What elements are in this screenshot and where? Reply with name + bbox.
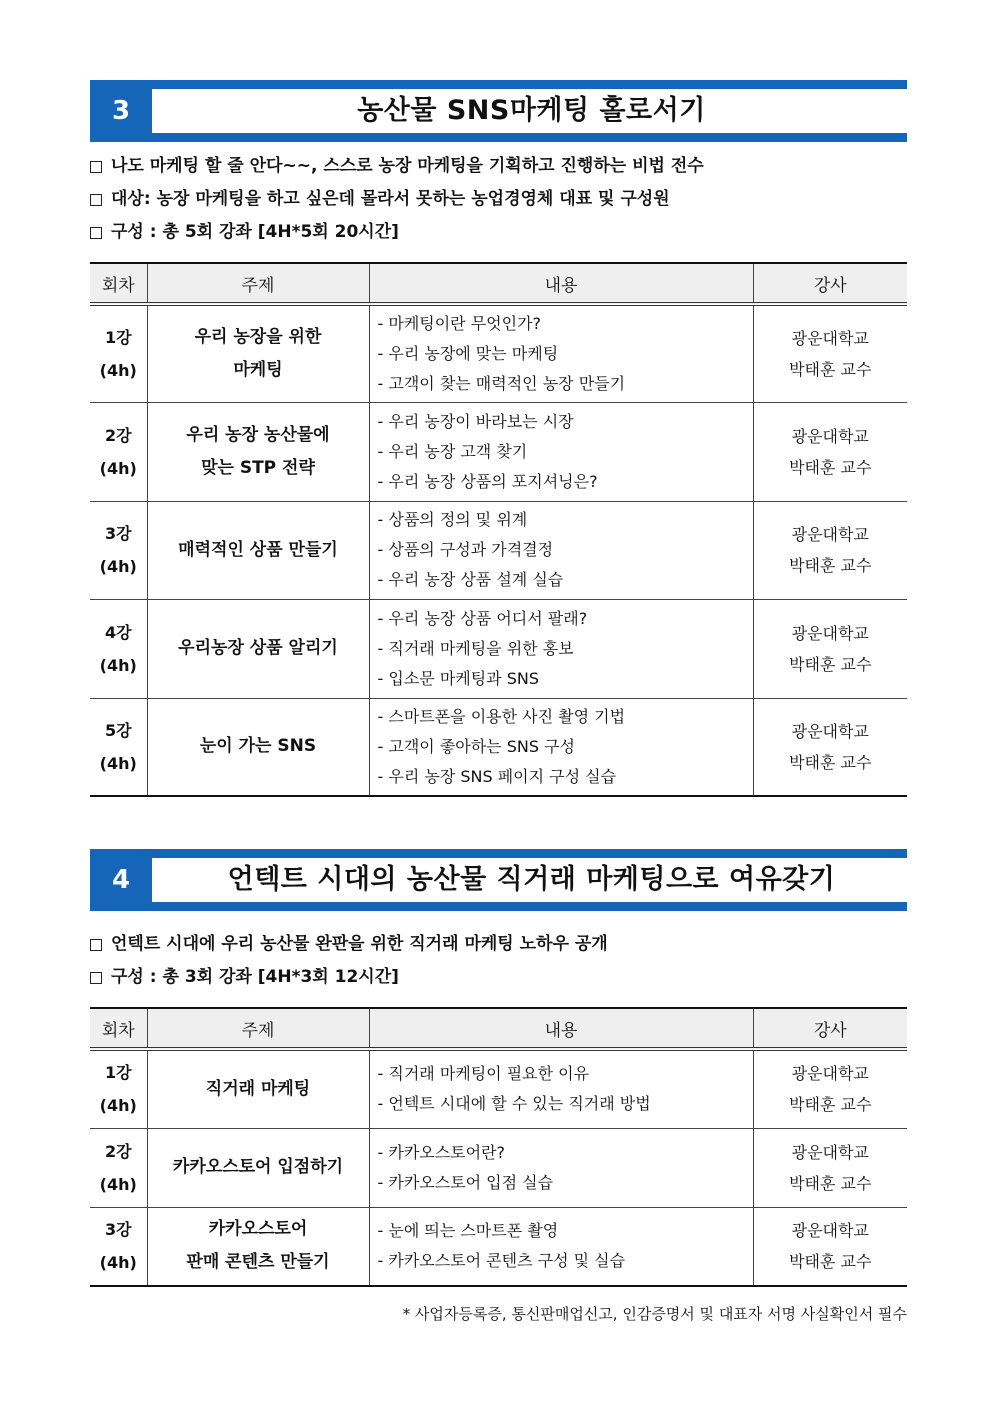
header-content: 내용 bbox=[369, 263, 753, 304]
topic-cell: 우리 농장을 위한 마케팅 bbox=[147, 304, 369, 402]
round-cell: 2강 (4h) bbox=[90, 1128, 147, 1207]
section-3 bbox=[90, 80, 907, 797]
curriculum-table bbox=[90, 1007, 907, 1287]
lecturer-cell: 광운대학교 박태훈 교수 bbox=[753, 1049, 907, 1128]
bullet-item: 나도 마케팅 할 줄 안다~~, 스스로 농장 마케팅을 기획하고 진행하는 비법 전수 bbox=[90, 150, 907, 183]
section-number: 4 bbox=[90, 849, 152, 911]
header-content: 내용 bbox=[369, 1008, 753, 1049]
round-cell: 5강 (4h) bbox=[90, 698, 147, 796]
section-number: 3 bbox=[90, 80, 152, 142]
content-cell: - 우리 농장 상품 어디서 팔래? - 직거래 마케팅을 위한 홍보 - 입소문 마케팅과 SNS bbox=[369, 599, 753, 698]
lecturer-cell: 광운대학교 박태훈 교수 bbox=[753, 1128, 907, 1207]
content-cell: - 눈에 띄는 스마트폰 촬영 - 카카오스토어 콘텐츠 구성 및 실습 bbox=[369, 1207, 753, 1286]
section-3-bullets bbox=[90, 150, 907, 249]
topic-cell: 눈이 가는 SNS bbox=[147, 698, 369, 796]
content-cell: - 카카오스토어란? - 카카오스토어 입점 실습 bbox=[369, 1128, 753, 1207]
topic-cell: 우리 농장 농산물에 맞는 STP 전략 bbox=[147, 402, 369, 501]
bullet-item: 대상: 농장 마케팅을 하고 싶은데 몰라서 못하는 농업경영체 대표 및 구성원 bbox=[90, 183, 907, 216]
content-cell: - 마케팅이란 무엇인가? - 우리 농장에 맞는 마케팅 - 고객이 찾는 매력적인 농장 만들기 bbox=[369, 304, 753, 402]
table-row bbox=[90, 1207, 907, 1286]
table-row bbox=[90, 501, 907, 599]
bullet-item: 구성 : 총 5회 강좌 [4H*5회 20시간] bbox=[90, 216, 907, 249]
content-cell: - 스마트폰을 이용한 사진 촬영 기법 - 고객이 좋아하는 SNS 구성 - 우리 농장 SNS 페이지 구성 실습 bbox=[369, 698, 753, 796]
section-3-banner bbox=[90, 80, 907, 142]
checkbox-icon bbox=[90, 161, 102, 173]
lecturer-cell: 광운대학교 박태훈 교수 bbox=[753, 698, 907, 796]
topic-cell: 매력적인 상품 만들기 bbox=[147, 501, 369, 599]
table-row bbox=[90, 1128, 907, 1207]
topic-cell: 카카오스토어 입점하기 bbox=[147, 1128, 369, 1207]
round-cell: 1강 (4h) bbox=[90, 304, 147, 402]
table-header-row bbox=[90, 263, 907, 304]
bullet-item: 구성 : 총 3회 강좌 [4H*3회 12시간] bbox=[90, 961, 907, 994]
round-cell: 4강 (4h) bbox=[90, 599, 147, 698]
header-lecturer: 강사 bbox=[753, 263, 907, 304]
section-title: 언텍트 시대의 농산물 직거래 마케팅으로 여유갖기 bbox=[227, 864, 836, 895]
checkbox-icon bbox=[90, 972, 102, 984]
content-cell: - 상품의 정의 및 위계 - 상품의 구성과 가격결정 - 우리 농장 상품 설계 실습 bbox=[369, 501, 753, 599]
lecturer-cell: 광운대학교 박태훈 교수 bbox=[753, 501, 907, 599]
content-cell: - 우리 농장이 바라보는 시장 - 우리 농장 고객 찾기 - 우리 농장 상품의 포지셔닝은? bbox=[369, 402, 753, 501]
lecturer-cell: 광운대학교 박태훈 교수 bbox=[753, 402, 907, 501]
table-row bbox=[90, 304, 907, 402]
checkbox-icon bbox=[90, 939, 102, 951]
lecturer-cell: 광운대학교 박태훈 교수 bbox=[753, 599, 907, 698]
round-cell: 3강 (4h) bbox=[90, 1207, 147, 1286]
checkbox-icon bbox=[90, 194, 102, 206]
header-topic: 주제 bbox=[147, 1008, 369, 1049]
topic-cell: 우리농장 상품 알리기 bbox=[147, 599, 369, 698]
section-4-banner bbox=[90, 849, 907, 911]
footnote: * 사업자등록증, 통신판매업신고, 인감증명서 및 대표자 서명 사실확인서 필수 bbox=[402, 1305, 907, 1323]
topic-cell: 직거래 마케팅 bbox=[147, 1049, 369, 1128]
table-row bbox=[90, 1049, 907, 1128]
table-row bbox=[90, 698, 907, 796]
round-cell: 2강 (4h) bbox=[90, 402, 147, 501]
header-round: 회차 bbox=[90, 263, 147, 304]
table-row bbox=[90, 599, 907, 698]
header-topic: 주제 bbox=[147, 263, 369, 304]
content-cell: - 직거래 마케팅이 필요한 이유 - 언텍트 시대에 할 수 있는 직거래 방법 bbox=[369, 1049, 753, 1128]
header-lecturer: 강사 bbox=[753, 1008, 907, 1049]
section-4 bbox=[90, 849, 907, 1287]
section-4-bullets bbox=[90, 928, 907, 994]
lecturer-cell: 광운대학교 박태훈 교수 bbox=[753, 304, 907, 402]
checkbox-icon bbox=[90, 227, 102, 239]
curriculum-table bbox=[90, 262, 907, 797]
table-row bbox=[90, 402, 907, 501]
round-cell: 3강 (4h) bbox=[90, 501, 147, 599]
round-cell: 1강 (4h) bbox=[90, 1049, 147, 1128]
lecturer-cell: 광운대학교 박태훈 교수 bbox=[753, 1207, 907, 1286]
bullet-item: 언텍트 시대에 우리 농산물 완판을 위한 직거래 마케팅 노하우 공개 bbox=[90, 928, 907, 961]
table-header-row bbox=[90, 1008, 907, 1049]
topic-cell: 카카오스토어 판매 콘텐츠 만들기 bbox=[147, 1207, 369, 1286]
header-round: 회차 bbox=[90, 1008, 147, 1049]
section-title: 농산물 SNS마케팅 홀로서기 bbox=[357, 95, 706, 126]
